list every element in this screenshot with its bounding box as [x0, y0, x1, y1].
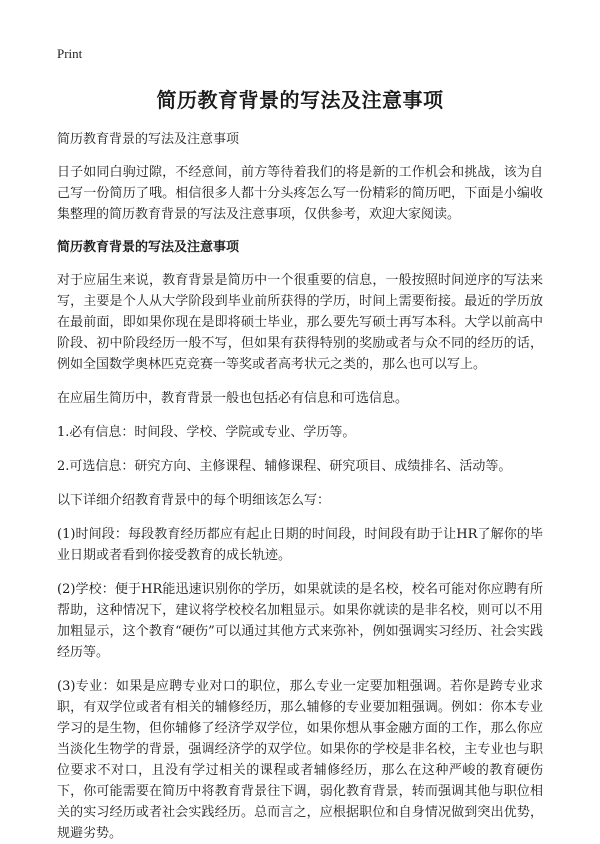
paragraph-time-period: (1)时间段：每段教育经历都应有起止日期的时间段，时间段有助于让HR了解你的毕业日期或者看到你接受教育的成长轨迹。	[57, 527, 543, 563]
paragraph-detail-intro: 以下详细介绍教育背景中的每个明细该怎么写：	[57, 493, 331, 508]
section-heading: 简历教育背景的写法及注意事项	[57, 240, 240, 255]
paragraph-required-info: 1.必有信息：时间段、学校、学院或专业、学历等。	[57, 425, 356, 440]
document-title: 简历教育背景的写法及注意事项	[156, 88, 444, 112]
print-link[interactable]: Print	[57, 46, 83, 61]
paragraph-overview: 对于应届生来说，教育背景是简历中一个很重要的信息，一般按照时间逆序的写法来写，主要是个人从大学阶段到毕业前所获得的学历，时间上需要衔接。最近的学历放在最前面，即如果你现在是即将硕士毕业，那么要先写硕士再写本科。大学以前高中阶段、初中阶段经历一般不写，但如果有获得特别的奖励或者与众不同的经历的话，例如全国数学奥林匹克竞赛一等奖或者高考状元之类的，那么也可以写上。	[57, 273, 543, 372]
paragraph-major: (3)专业：如果是应聘专业对口的职位，那么专业一定要加粗强调。若你是跨专业求职，有双学位或者有相关的辅修经历，那么辅修的专业要加粗强调。例如：你本专业学习的是生物，但你辅修了经济学双学位，如果你想从事金融方面的工作，那么你应当淡化生物学的背景，强调经济学的双学位。如果你的学校是非名校，主专业也与职位要求不对口，且没有学过相关的课程或者辅修经历，那么在这种严峻的教育硬伤下，你可能需要在简历中将教育背景往下调，弱化教育背景，转而强调其他与职位相关的实习经历或者社会实践经历。总而言之，应根据职位和自身情况做到突出优势，规避劣势。	[57, 679, 543, 841]
paragraph-school: (2)学校：便于HR能迅速识别你的学历，如果就读的是名校，校名可能对你应聘有所帮助，这种情况下，建议将学校校名加粗显示。如果你就读的是非名校，则可以不用加粗显示，这个教育“硬伤”可以通过其他方式来弥补，例如强调实习经历、社会实践经历等。	[57, 582, 543, 660]
intro-paragraph: 日子如同白驹过隙，不经意间，前方等待着我们的将是新的工作机会和挑战，该为自己写一份简历了哦。相信很多人都十分头疼怎么写一份精彩的简历吧，下面是小编收集整理的简历教育背景的写法及注意事项，仅供参考，欢迎大家阅读。	[57, 165, 543, 222]
document-subtitle: 简历教育背景的写法及注意事项	[57, 132, 240, 147]
paragraph-info-types: 在应届生简历中，教育背景一般也包括必有信息和可选信息。	[57, 391, 409, 406]
paragraph-optional-info: 2.可选信息：研究方向、主修课程、辅修课程、研究项目、成绩排名、活动等。	[57, 459, 512, 474]
